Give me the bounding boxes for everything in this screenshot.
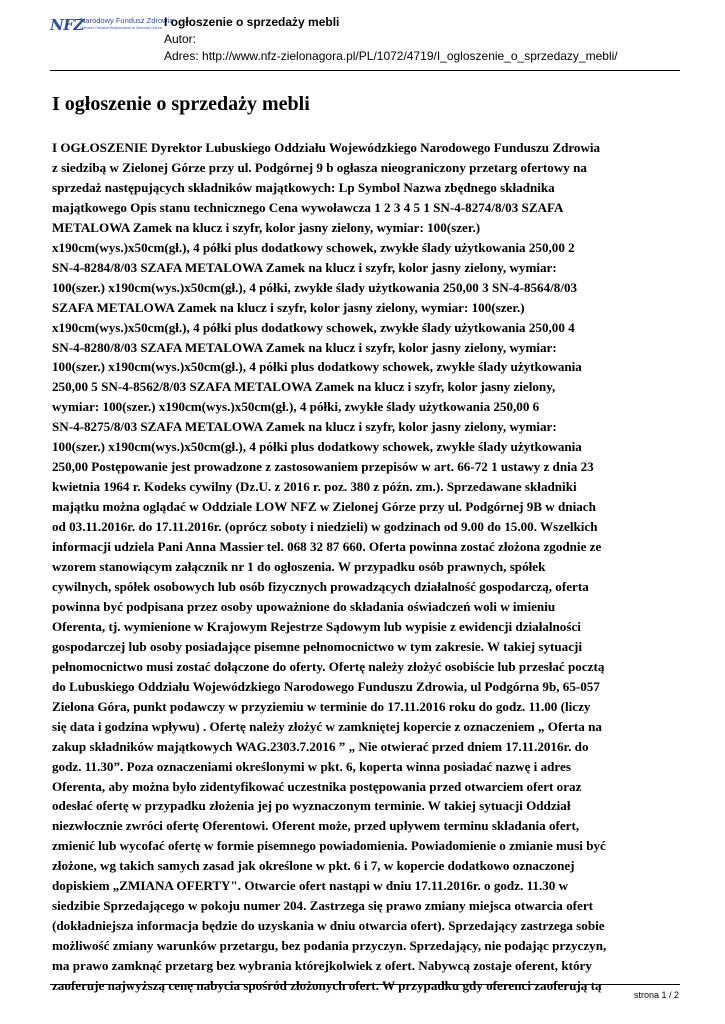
body-line: x190cm(wys.)x50cm(gł.), 4 półki plus dodatkowy schowek, zwykłe ślady użytkowania 250,00 2 [52,239,575,255]
body-line: informacji udziela Pani Anna Massier tel. 068 32 87 660. Oferta powinna zostać złożona zgodnie ze [52,539,602,555]
body-line: SN-4-8280/8/03 SZAFA METALOWA Zamek na klucz i szyfr, kolor jasny zielony, wymiar: [52,339,557,355]
body-line: wymiar: 100(szer.) x190cm(wys.)x50cm(gł.), 4 półki, zwykłe ślady użytkowania 250,00 6 [52,399,540,415]
logo-line-1: Narodowy Fundusz Zdrowia [80,16,174,25]
body-line: dopiskiem „ZMIANA OFERTY". Otwarcie ofert nastąpi w dniu 17.11.2016r. o godz. 11.30 w [52,878,569,894]
footer-divider [50,984,680,985]
body-line: zmienić lub wycofać ofertę w formie pisemnego powiadomienia. Powiadomienie o zmianie musi być [52,838,606,854]
header-address: Adres: http://www.nfz-zielonagora.pl/PL/1072/4719/I_ogloszenie_o_sprzedazy_mebli/ [164,49,618,63]
nfz-logo-mark: NFZ [50,16,84,34]
body-line: niezwłocznie zwróci ofertę Oferentowi. Oferent może, przed upływem terminu składania ofert, [52,818,580,834]
body-line: powinna być podpisana przez osoby upoważnione do składania oświadczeń woli w imieniu [52,598,556,614]
body-line: SN-4-8275/8/03 SZAFA METALOWA Zamek na klucz i szyfr, kolor jasny zielony, wymiar: [52,419,557,435]
body-line: gospodarczej lub osoby posiadające pisemne pełnomocnictwo w tym zakresie. W takiej sytuacji [52,638,583,654]
page-number: strona 1 / 2 [633,990,679,1000]
article-body [52,138,678,996]
body-line: 100(szer.) x190cm(wys.)x50cm(gł.), 4 półki plus dodatkowy schowek, zwykłe ślady użytkowania [52,439,582,455]
nfz-logo-text [80,16,174,30]
body-line: 100(szer.) x190cm(wys.)x50cm(gł.), 4 półki plus dodatkowy schowek, zwykłe ślady użytkowania [52,359,582,375]
body-line: z siedzibą w Zielonej Górze przy ul. Podgórnej 9 b ogłasza nieograniczony przetarg ofertowy na [52,159,587,175]
body-line: x190cm(wys.)x50cm(gł.), 4 półki plus dodatkowy schowek, zwykłe ślady użytkowania 250,00 4 [52,319,575,335]
body-line: wzorem stanowiącym załącznik nr 1 do ogłoszenia. W przypadku osób prawnych, spółek [52,559,546,575]
document-meta [164,14,618,65]
logo-line-2: Lubuski Oddział Wojewódzki w Zielonej Górze [80,25,162,30]
body-line: majątkowego Opis stanu technicznego Cena wywoławcza 1 2 3 4 5 1 SN-4-8274/8/03 SZAFA [52,199,564,215]
body-line: Oferenta, tj. wymienione w Krajowym Rejestrze Sądowym lub wypisie z ewidencji działalności [52,618,581,634]
page-title: I ogłoszenie o sprzedaży mebli [52,93,310,115]
body-line: SN-4-8284/8/03 SZAFA METALOWA Zamek na klucz i szyfr, kolor jasny zielony, wymiar: [52,259,557,275]
body-line: godz. 11.30”. Poza oznaczeniami określonymi w pkt. 6, koperta winna posiadać nazwę i adres [52,758,571,774]
body-line: (dokładniejsza informacja będzie do uzyskania w dniu otwarcia ofert). Sprzedający zastrzega sobie [52,918,605,934]
body-line: zaoferuje najwyższą cenę nabycia spośród złożonych ofert. W przypadku gdy oferenci zaoferują tą [52,978,602,994]
body-line: od 03.11.2016r. do 17.11.2016r. (oprócz soboty i niedzieli) w godzinach od 9.00 do 15.00. Wszelkich [52,519,598,535]
body-line: zakup składników majątkowych WAG.2303.7.2016 ” „ Nie otwierać przed dniem 17.11.2016r. do [52,738,589,754]
header-title: I ogłoszenie o sprzedaży mebli [164,15,340,29]
body-line: złożone, wg takich samych zasad jak określone w pkt. 6 i 7, w kopercie dodatkowo oznaczonej [52,858,575,874]
body-line: kwietnia 1964 r. Kodeks cywilny (Dz.U. z 2016 r. poz. 380 z późn. zm.). Sprzedawane składniki [52,479,577,495]
body-line: 250,00 Postępowanie jest prowadzone z zastosowaniem przepisów w art. 66-72 1 ustawy z dnia 23 [52,459,594,475]
body-line: odesłać ofertę w przypadku złożenia jej po wyznaczonym terminie. W takiej sytuacji Oddział [52,798,571,814]
page-header [50,10,680,70]
body-line: SZAFA METALOWA Zamek na klucz i szyfr, kolor jasny zielony, wymiar: 100(szer.) [52,299,525,315]
body-line: majątku można oglądać w Oddziale LOW NFZ w Zielonej Górze przy ul. Podgórnej 9B w dniach [52,499,596,515]
body-line: do Lubuskiego Oddziału Wojewódzkiego Narodowego Funduszu Zdrowia, ul Podgórna 9b, 65-057 [52,678,600,694]
body-line: Oferenta, aby można było zidentyfikować uczestnika postępowania przed otwarciem ofert oraz [52,778,582,794]
body-line: METALOWA Zamek na klucz i szyfr, kolor jasny zielony, wymiar: 100(szer.) [52,219,481,235]
body-line: ma prawo zamknąć przetarg bez wybrania którejkolwiek z ofert. Nabywcą zostaje oferent, który [52,958,592,974]
body-line: sprzedaż następujących składników majątkowych: Lp Symbol Nazwa zbędnego składnika [52,179,555,195]
body-line: siedzibie Sprzedającego w pokoju numer 204. Zastrzega się prawo zmiany miejsca otwarcia ofert [52,898,593,914]
body-line: I OGŁOSZENIE Dyrektor Lubuskiego Oddziału Wojewódzkiego Narodowego Funduszu Zdrowia [52,140,601,155]
body-line: cywilnych, spółek osobowych lub osób fizycznych prowadzących działalność gospodarczą, oferta [52,578,589,594]
nfz-logo [50,14,174,38]
body-line: 250,00 5 SN-4-8562/8/03 SZAFA METALOWA Zamek na klucz i szyfr, kolor jasny zielony, [52,379,556,395]
body-line: się data i godzina wpływu) . Ofertę należy złożyć w zamkniętej kopercie z oznaczeniem „ Oferta na [52,718,602,734]
body-line: pełnomocnictwo musi zostać dołączone do oferty. Ofertę należy złożyć osobiście lub przesłać pocztą [52,658,605,674]
body-line: Zielona Góra, punkt podawczy w przyziemiu w terminie do 17.11.2016 roku do godz. 11.00 (liczy [52,698,591,714]
header-divider [50,70,680,71]
header-author: Autor: [164,32,197,46]
body-line: możliwość zmiany warunków przetargu, bez podania przyczyn. Sprzedający, nie podając przyczyn, [52,938,607,954]
body-line: 100(szer.) x190cm(wys.)x50cm(gł.), 4 półki, zwykłe ślady użytkowania 250,00 3 SN-4-8564/8/03 [52,279,578,295]
